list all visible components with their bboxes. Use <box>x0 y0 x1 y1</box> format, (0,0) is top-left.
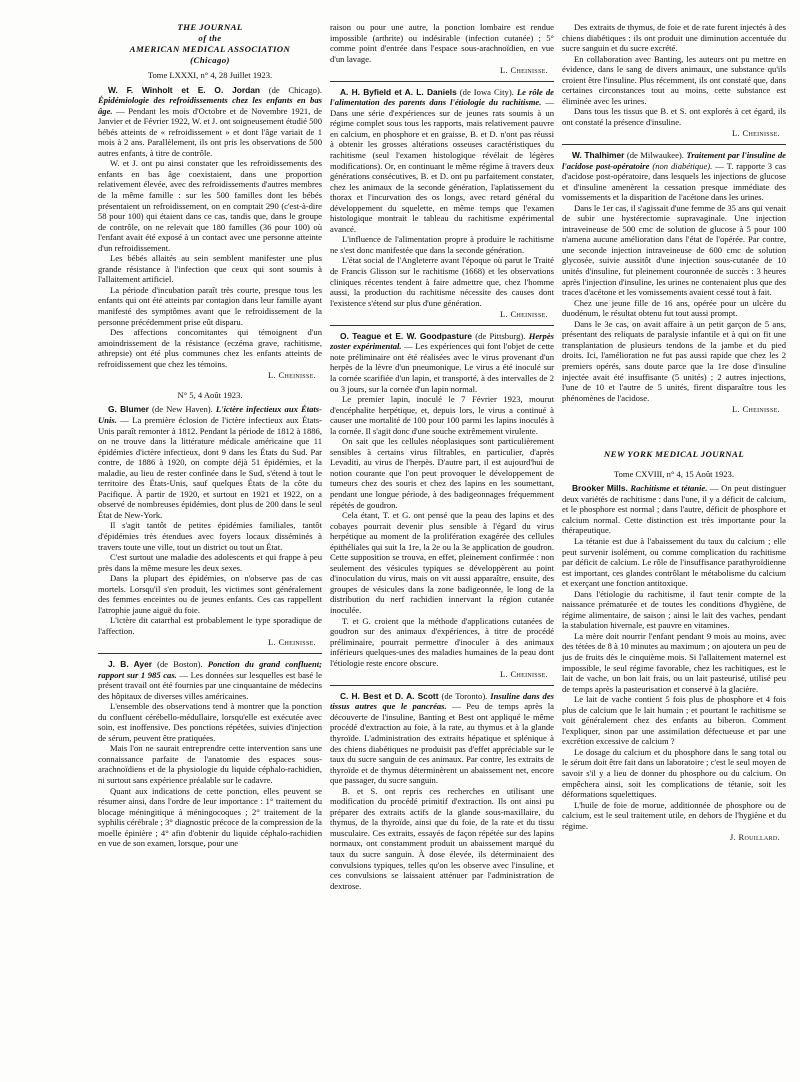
paragraph: Dans la plupart des épidémies, on n'observe pas de cas mortels. Lorsqu'il s'en produit, les victimes sont généralement des femmes enceintes ou de jeunes enfants. Ces cas rappellent l'atrophie jaune aiguë du foie. <box>98 573 322 615</box>
paragraph: L'influence de l'alimentation propre à produire le rachitisme ne s'est donc manifestée que dans la seconde génération. <box>330 234 554 255</box>
article-author: W. Thalhimer <box>572 150 625 161</box>
paragraph: Des affections concomitantes qui témoignent d'un amoindrissement de la résistance (eczéma grave, rachitisme, athrepsie) ont été plus communes chez les enfants atteints de refroidissement que chez les témoins. <box>98 327 322 369</box>
paragraph: Quant aux indications de cette ponction, elles peuvent se résumer ainsi, dans l'ordre de leur importance : 1° traitement du blocage méningitique à méningocoques ; 2° traitement de la syphilis cérébrale ; 3° diagnostic précoce de la compression de la moelle épinière ; 4° afin d'obtenir du liquide céphalo-rachidien en vue de son examen, lorsque, pour une <box>98 785 322 849</box>
article-lead-paragraph <box>562 150 786 203</box>
column-2 <box>330 22 554 891</box>
article-location: (de Pittsburg). <box>475 330 526 341</box>
paragraph: En collaboration avec Banting, les auteurs ont pu mettre en évidence, dans le sang de divers animaux, une substance qu'ils croient être l'insuline. Plus récemment, ils ont constaté que, dans certaines circonstances tout au moins, cette substance est éliminée avec les urines. <box>562 53 786 106</box>
three-column-layout <box>98 22 786 891</box>
article-ayer <box>98 659 322 849</box>
article-divider <box>98 653 322 654</box>
article-title: Le rôle de l'alimentation des parents dans l'étiologie du rachitisme. <box>330 86 554 108</box>
issue-line: Tome LXXXI, n° 4, 28 Juillet 1923. <box>147 70 273 80</box>
paragraph-text: — On peut distinguer deux variétés de rachitisme : dans l'une, il y a déficit de calcium, et le phosphore est normal ; dans l'autre, déficit de phosphore et calcium normal. Cette distinction est très importante pour la thérapeutique. <box>562 483 786 536</box>
paragraph: W. et J. ont pu ainsi constater que les refroidissements des enfants en bas âge coexistaient, dans une proportion relativement élevée, avec des refroidissements d'autres membres de la même famille : sur les 500 familles dont les bébés présentaient un refroidissement, on en comptait 290 (c'est-à-dire 58 pour 100) qui étaient dans ce cas, tandis que, dans le groupe de contrôle, on ne relevait que 180 familles (36 pour 100) où l'enfant avait été exposé à un contact avec une personne atteinte d'un refroidissement. <box>98 158 322 253</box>
article-divider <box>330 325 554 326</box>
paragraph-text: — Les données sur lesquelles est basé le présent travail ont été fournies par une cinquantaine de médecins des hôpitaux de diverses villes américaines. <box>98 669 322 701</box>
article-signature: L. Cheinisse. <box>500 309 548 320</box>
paragraph: T. et G. croient que la méthode d'applications cutanées de goudron sur des animaux d'expériences, à titre de procédé préliminaire, pourrait permettre d'inoculer à des animaux inférieurs quelques-unes des maladies humaines de la peau dont l'étiologie reste encore obscure. <box>330 615 554 668</box>
article-lead-paragraph <box>562 483 786 536</box>
article-lead-paragraph <box>330 691 554 786</box>
paragraph-text: — T. rapporte 3 cas d'acidose post-opératoire, dans lesquels les injections de glucose et d'insuline amenèrent la cessation presque immédiate des vomissements et la disparition de l'acétone dans les urines. <box>562 160 786 203</box>
article-signature: L. Cheinisse. <box>732 404 780 415</box>
article-signature: L. Cheinisse. <box>268 370 316 381</box>
paragraph: La période d'incubation paraît très courte, presque tous les enfants qui ont été atteints par contagion dans leur famille ayant manifesté des symptômes avant que le refroidissement de la personne précédemment prise eût disparu. <box>98 284 322 327</box>
article-title: Traitement par l'insuline de l'acidose post-opératoire <box>562 150 786 171</box>
article-location: (de Milwaukee). <box>626 150 684 161</box>
paragraph: L'état social de l'Angleterre avant l'époque où parut le Traité de Francis Glisson sur le rachitisme (1668) et les observations cliniques récentes tendent à faire admettre que, chez l'homme aussi, la production du rachitisme nécessite des causes dont l'existence s'étend sur plus d'une génération. <box>330 255 554 308</box>
paragraph: Le dosage du calcium et du phosphore dans le sang total ou le sérum doit être fait dans un laboratoire ; c'est le seul moyen de savoir s'il y a lieu de donner du phosphore ou du calcium. On empêchera ainsi, soit les complications de tétanie, soit les déformations squelettiques. <box>562 746 786 800</box>
paragraph-text: — Les expériences qui font l'objet de cette note préliminaire ont été réalisées avec le virus provenant d'un herpès de la lèvre d'un pneumonique. Le virus a été inoculé sur la cornée scarifiée d'un lapin, et transporté, à des intervalles de 2 ou 3 jours, sur la cornée d'un lapin normal. <box>330 341 554 394</box>
column-1 <box>98 22 322 891</box>
article-lead-paragraph <box>98 404 322 520</box>
article-title: Herpès zoster expérimental. <box>330 330 554 352</box>
article-location: (de Iowa City). <box>459 86 514 97</box>
article-blumer <box>98 404 322 648</box>
article-title: L'ictère infectieux aux États-Unis. <box>98 404 322 425</box>
paragraph-text: — Pendant les mois d'Octobre et de Novembre 1921, de Janvier et de Février 1922, W. et J. ont soigneusement étudié 500 bébés atteints de « refroidissement » et dont l'âge variait de 1 mois à 2 ans. Parallèlement, ils ont pris les observations de 500 autres enfants, à titre de contrôle. <box>98 105 322 158</box>
article-author: A. H. Byfield et A. L. Daniels <box>340 86 457 97</box>
journal-title-line: THE JOURNAL <box>177 22 243 32</box>
paragraph: raison ou pour une autre, la ponction lombaire est rendue impossible (arthrite) ou indésirable (infection cutanée) ; 5° comme point d'entrée dans l'espace sous-arachnoïdien, en vue d'un lavage. <box>330 22 554 64</box>
article-divider <box>330 81 554 82</box>
paragraph: L'ictère dit catarrhal est probablement le type sporadique de l'affection. <box>98 615 322 636</box>
article-author: G. Blumer <box>108 404 149 415</box>
paragraph: La tétanie est due à l'abaissement du taux du calcium ; elle peut survenir isolément, ou comme complication du rachitisme par déficit de calcium. Le rôle de l'insuffisance parathyroïdienne est important, ces glandes contrôlant le métabolisme du calcium et exerçant une fonction antitoxique. <box>562 535 786 589</box>
paragraph: Dans le 1er cas, il s'agissait d'une femme de 35 ans qui venait de subir une hystérectomie supravaginale. Une injection intraveineuse de 500 cmc de solution de glucose à 5 pour 100 n'amena aucune amélioration dans l'état de l'opérée. Par contre, une seconde injection intraveineuse de 600 cmc de solution glycosée, suivie aussitôt d'une injection sous-cutanée de 10 unités d'insuline, fut pleinement couronnée de succès : 3 heures après l'injection d'insuline, les urines ne contenaient plus que des traces d'acétone et les vomissements avaient cessé tout à fait. <box>562 202 786 298</box>
article-signature: L. Cheinisse. <box>500 65 548 76</box>
article-author: W. F. Winholt et E. O. Jordan <box>108 84 261 95</box>
article-signature: L. Cheinisse. <box>732 128 780 139</box>
article-title: Épidémiologie des refroidissements chez les enfants en bas âge. <box>98 95 322 116</box>
paragraph: C'est surtout une maladie des adolescents et qui frappe à peu près dans la même mesure les deux sexes. <box>98 552 322 573</box>
article-author: C. H. Best et D. A. Scott <box>340 690 439 701</box>
issue-line: Tome CXVIII, n° 4, 15 Août 1923. <box>613 468 735 479</box>
article-lead-paragraph <box>330 87 554 235</box>
article-title: Insuline dans des tissus autres que le pancréas. <box>330 690 554 712</box>
article-lead-paragraph <box>98 85 322 159</box>
paragraph: Dans le 3e cas, on avait affaire à un petit garçon de 5 ans, présentant des reliquats de paralysie infantile et à qui on fit une transplantation de plusieurs tendons de la jambe et du pied droits. Ici, l'amélioration ne fut pas aussi rapide que chez les 2 premiers opérés, sans doute parce que la 1re dose d'insuline injectée avait été insuffisante (5 unités) ; 2 autres injections, l'une de 10 et l'autre de 5 unités, firent disparaître tous les phénomènes de l'acidose. <box>562 318 786 403</box>
paragraph: Cela étant, T. et G. ont pensé que la peau des lapins et des cobayes pourrait devenir plus sensible à l'égard du virus herpétique au moment de la prolifération exagérée des cellules épithéliales qui suit la 1re, la 2e ou la 3e application de goudron. Cette supposition se trouva, en effet, pleinement confirmée : non seulement des vésicules typiques se développèrent au point d'inoculation du virus, mais on vit aussi apparaître, ensuite, des groupes de vésicules dans la zone badigeonnée, le long de la distribution du nerf rachidien innervant la région cutanée inoculée. <box>330 510 554 615</box>
article-divider <box>330 685 554 686</box>
paragraph: On sait que les cellules néoplasiques sont particulièrement sensibles à certains virus filtrables, en particulier, d'après Levaditi, au virus de l'herpès. D'autre part, il est aujourd'hui de notion courante que l'on peut provoquer le développement de tumeurs chez des souris et chez des lapins en les soumettant, pendant une longue période, à des badigeonnages fréquemment répétés de goudron. <box>330 436 554 510</box>
article-winholt-jordan <box>98 85 322 381</box>
paragraph: Dans tous les tissus que B. et S. ont explorés à cet égard, ils ont constaté la présence d'insuline. <box>562 106 786 127</box>
paragraph: Chez une jeune fille de 16 ans, opérée pour un ulcère du duodénum, le résultat obtenu fut tout aussi prompt. <box>562 297 786 319</box>
journal-title-line: of the <box>198 33 222 43</box>
article-title: Rachitisme et tétanie. <box>630 483 708 494</box>
paragraph: B. et S. ont repris ces recherches en utilisant une modification du procédé primitif d'extraction. Ils ont ainsi pu préparer des extraits actifs de la glande sous-maxillaire, du thymus, de la thyroïde, ainsi que du foie, de la rate et du tissu musculaire. Ces extraits, essayés de façon répétée sur des lapins normaux, ont constamment produit un abaissement marqué du taux du sucre sanguin. À dose élevée, ils déterminaient des convulsions typiques, telles qu'on les observe avec l'insuline, et ces convulsions se laissaient atténuer par l'administration de dextrose. <box>330 785 554 891</box>
article-ayer-continued <box>330 22 554 76</box>
article-location: (de Chicago). <box>268 84 322 95</box>
article-byfield-daniels <box>330 87 554 320</box>
article-title: Ponction du grand confluent; rapport sur 1 985 cas. <box>98 658 322 680</box>
paragraph: Dans l'étiologie du rachitisme, il faut tenir compte de la naissance prématurée et de toutes les conditions d'hygiène, de régime alimentaire, de saison ; ainsi le lait des vaches, pendant la stabulation hivernale, est pauvre en vitamines. <box>562 588 786 631</box>
paragraph: Les bébés allaités au sein semblent manifester une plus grande résistance à l'infection que ceux qui sont soumis à l'allaitement artificiel. <box>98 253 322 285</box>
journal-title-line: NEW YORK MEDICAL JOURNAL <box>603 448 745 459</box>
paragraph: Il s'agit tantôt de petites épidémies familiales, tantôt d'épidémies très étendues avec foyers locaux disséminés à travers toute une ville, tout un district ou tout un État. <box>98 520 322 552</box>
article-lead-paragraph <box>98 659 322 701</box>
paragraph: Le lait de vache contient 5 fois plus de phosphore et 4 fois plus de calcium que le lait humain ; et pourtant le rachitisme se voit généralement chez des enfants au biberon. Comment l'expliquer, sinon par une assimilation défectueuse et par une excrétion excessive de calcium ? <box>562 694 786 747</box>
paragraph: Des extraits de thymus, de foie et de rate furent injectés à des chiens diabétiques : ils ont produit une diminution accentuée du sucre sanguin et du sucre excrété. <box>562 22 786 54</box>
journal-title-line: (Chicago) <box>190 55 230 65</box>
paragraph-text: — Peu de temps après la découverte de l'insuline, Banting et Best ont appliqué le même procédé d'extraction au foie, à la rate, au thymus et à la glande thyroïde. L'administration des extraits hépatique et splénique à des chiens diabétiques ne produisit pas d'effet appréciable sur le taux du sucre sanguin de ces animaux. Par contre, les extraits de thyroïde et de thymus déterminèrent un abaissement net, encore que passager, du sucre sanguin. <box>330 701 554 786</box>
article-author: O. Teague et E. W. Goodpasture <box>340 330 473 341</box>
paragraph: Le premier lapin, inoculé le 7 Février 1923, mourut d'encéphalite herpétique, et, depuis lors, le virus a continué à causer une mortalité de 100 pour 100 parmi les lapins inoculés à la cornée. Il s'agit donc d'une souche extrêmement virulente. <box>330 394 554 436</box>
article-best-scott <box>330 691 554 891</box>
article-teague-goodpasture <box>330 331 554 680</box>
paragraph: L'huile de foie de morue, additionnée de phosphore ou de calcium, est le seul traitement utile, en dehors de l'hygiène et du régime. <box>562 799 786 831</box>
column-3 <box>562 22 786 891</box>
article-author: Brooker Mills. <box>572 483 628 494</box>
article-location: (de New Haven). <box>152 404 213 415</box>
issue-line: N° 5, 4 Août 1923. <box>177 389 243 400</box>
article-brooker-mills <box>562 483 786 843</box>
paragraph-text: — Dans une série d'expériences sur de jeunes rats soumis à un régime complet sous tous les rapports, mais relativement pauvre en calcium, en phosphore et en graisse, B. et D. n'ont pas réussi à obtenir les grosses altérations osseuses caractéristiques du rachitisme (seul l'examen histologique révélait de légères modifications). Or, en continuant le même régime à travers deux générations consécutives, B. et D. ont pu parfaitement constater, chez les animaux de la seconde génération, l'aplatissement du thorax et l'incurvation des os longs, avec retard général du développement du squelette, en même temps que l'examen histologique montrait le tableau du rachitisme expérimental avancé. <box>330 97 554 234</box>
article-lead-paragraph <box>330 331 554 394</box>
article-thalhimer <box>562 150 786 415</box>
article-subtitle: (non diabétique). <box>652 160 713 171</box>
article-signature: L. Cheinisse. <box>500 669 548 680</box>
article-author: J. B. Ayer <box>108 658 152 669</box>
article-location: (de Boston). <box>157 658 203 669</box>
paragraph: Mais l'on ne saurait entreprendre cette intervention sans une connaissance parfaite de l'anatomie des espaces sous-arachnoïdiens et de la physiologie du liquide céphalo-rachidien, ni surtout sans expérience préalable sur le cadavre. <box>98 743 322 785</box>
paragraph: L'ensemble des observations tend à montrer que la ponction du confluent cérébello-médullaire, lorsqu'elle est exécutée avec soin, est inoffensive. Des ponctions répétées, suivies d'injection de sérum, peuvent être pratiquées. <box>98 701 322 743</box>
article-signature: J. Rouillard. <box>729 832 780 843</box>
journal-title-line: AMERICAN MEDICAL ASSOCIATION <box>129 44 291 54</box>
paragraph: La mère doit nourrir l'enfant pendant 9 mois au moins, avec des tétées de 8 à 10 minutes au maximum ; on ajoutera un peu de jus de fruits dès le cinquième mois. Si l'allaitement maternel est impossible, le seul régime favorable, chez les rachitiques, est le lait de vache, un bon lait frais, ou un lait pasteurisé, utilisé peu de temps après la pasteurisation et conservé à la glacière. <box>562 630 786 694</box>
article-location: (de Toronto). <box>441 690 488 701</box>
article-signature: L. Cheinisse. <box>268 637 316 648</box>
paragraph-text: — La première éclosion de l'ictère infectieux aux États-Unis paraît remonter à 1812. Pendant la période de 1812 à 1886, on ne trouve dans la littérature médicale américaine que 11 épidémies d'ictère infectieux, dont 9 dans les États du Sud. Par contre, de 1886 à 1920, on compte déjà 51 épidémies, et la maladie, au lieu de rester confinée dans le Sud, s'étend à tout le territoire des États-Unis, sauf quelques États de la côte du Pacifique. À partir de 1920, et surtout en 1921 et 1922, on a observé de nombreuses épidémies, dont plus de 200 dans le seul État de New-York. <box>98 414 322 520</box>
article-divider <box>562 144 786 145</box>
article-best-scott-continued <box>562 22 786 139</box>
